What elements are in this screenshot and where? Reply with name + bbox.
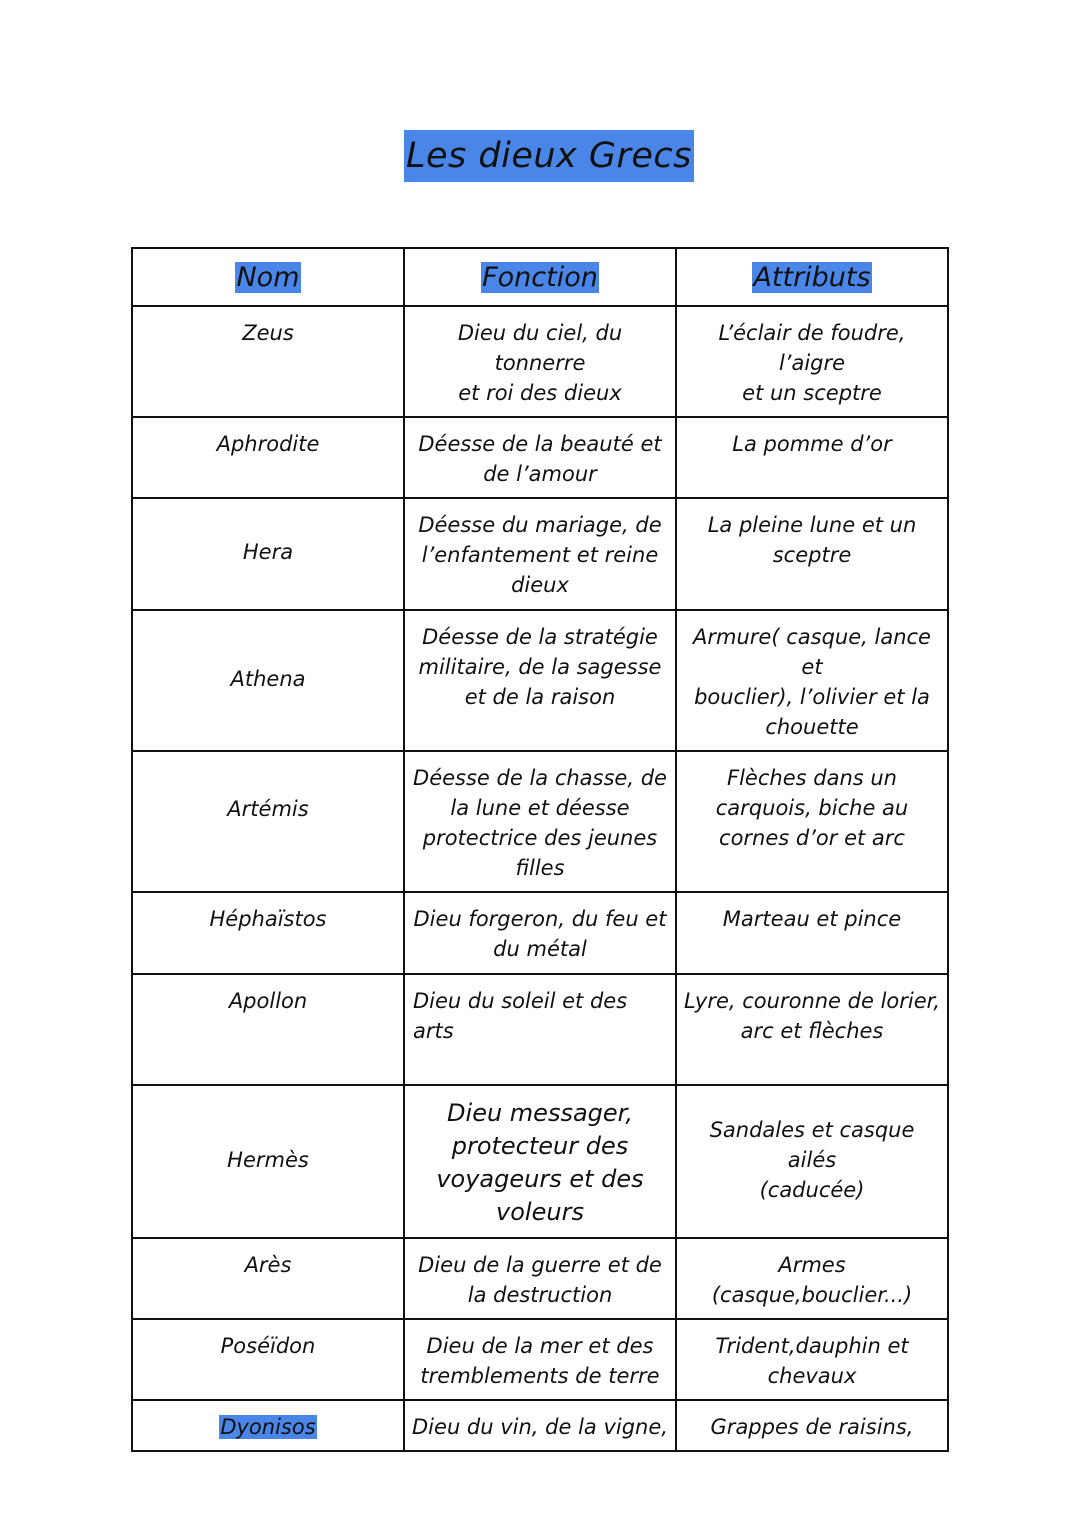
god-attributs: Sandales et casque ailés (caducée): [676, 1085, 948, 1238]
god-attributs: La pleine lune et un sceptre: [676, 498, 948, 610]
table-header-row: [132, 248, 948, 306]
god-fonction: Dieu messager, protecteur des voyageurs et des voleurs: [404, 1085, 676, 1238]
god-attributs: Lyre, couronne de lorier, arc et flèches: [676, 974, 948, 1085]
page-title: Les dieux Grecs: [404, 130, 694, 182]
god-attributs: Marteau et pince: [676, 892, 948, 974]
god-fonction: Dieu du vin, de la vigne,: [404, 1400, 676, 1451]
god-name: Athena: [132, 610, 404, 751]
table-row: [132, 1085, 948, 1238]
god-fonction: Déesse de la chasse, de la lune et déesse protectrice des jeunes filles: [404, 751, 676, 892]
god-attributs: La pomme d’or: [676, 417, 948, 498]
god-fonction: Déesse de la stratégie militaire, de la sagesse et de la raison: [404, 610, 676, 751]
god-name: Arès: [132, 1238, 404, 1319]
header-nom: [132, 248, 404, 306]
god-attributs: Armure( casque, lance et bouclier), l’olivier et la chouette: [676, 610, 948, 751]
god-name: Hera: [132, 498, 404, 610]
table-row: [132, 892, 948, 974]
header-attributs-label: Attributs: [753, 262, 871, 293]
table-row: [132, 1238, 948, 1319]
table-row: [132, 1400, 948, 1451]
god-name: Hermès: [132, 1085, 404, 1238]
god-fonction: Déesse de la beauté et de l’amour: [404, 417, 676, 498]
god-fonction: Dieu du soleil et des arts: [404, 974, 676, 1085]
table-row: [132, 1319, 948, 1400]
god-name: Dyonisos: [220, 1415, 316, 1439]
god-name: Héphaïstos: [132, 892, 404, 974]
god-name: Zeus: [132, 306, 404, 417]
god-name: Aphrodite: [132, 417, 404, 498]
gods-table: [131, 247, 949, 1452]
table-row: [132, 974, 948, 1085]
table-row: [132, 610, 948, 751]
table-row: [132, 498, 948, 610]
god-name-cell: [132, 1400, 404, 1451]
god-attributs: Flèches dans un carquois, biche au cornes d’or et arc: [676, 751, 948, 892]
god-fonction: Dieu de la guerre et de la destruction: [404, 1238, 676, 1319]
table-row: [132, 417, 948, 498]
god-attributs: Grappes de raisins,: [676, 1400, 948, 1451]
god-name: Poséïdon: [132, 1319, 404, 1400]
header-nom-label: Nom: [236, 262, 300, 293]
header-fonction-label: Fonction: [482, 262, 598, 293]
god-fonction: Dieu de la mer et des tremblements de terre: [404, 1319, 676, 1400]
god-fonction: Déesse du mariage, de l’enfantement et reine dieux: [404, 498, 676, 610]
header-attributs: [676, 248, 948, 306]
god-attributs: Armes (casque,bouclier...): [676, 1238, 948, 1319]
header-fonction: [404, 248, 676, 306]
god-attributs: L’éclair de foudre, l’aigre et un sceptre: [676, 306, 948, 417]
god-fonction: Dieu du ciel, du tonnerre et roi des dieux: [404, 306, 676, 417]
table-row: [132, 306, 948, 417]
god-fonction: Dieu forgeron, du feu et du métal: [404, 892, 676, 974]
table-row: [132, 751, 948, 892]
god-name: Artémis: [132, 751, 404, 892]
god-name: Apollon: [132, 974, 404, 1085]
god-attributs: Trident,dauphin et chevaux: [676, 1319, 948, 1400]
